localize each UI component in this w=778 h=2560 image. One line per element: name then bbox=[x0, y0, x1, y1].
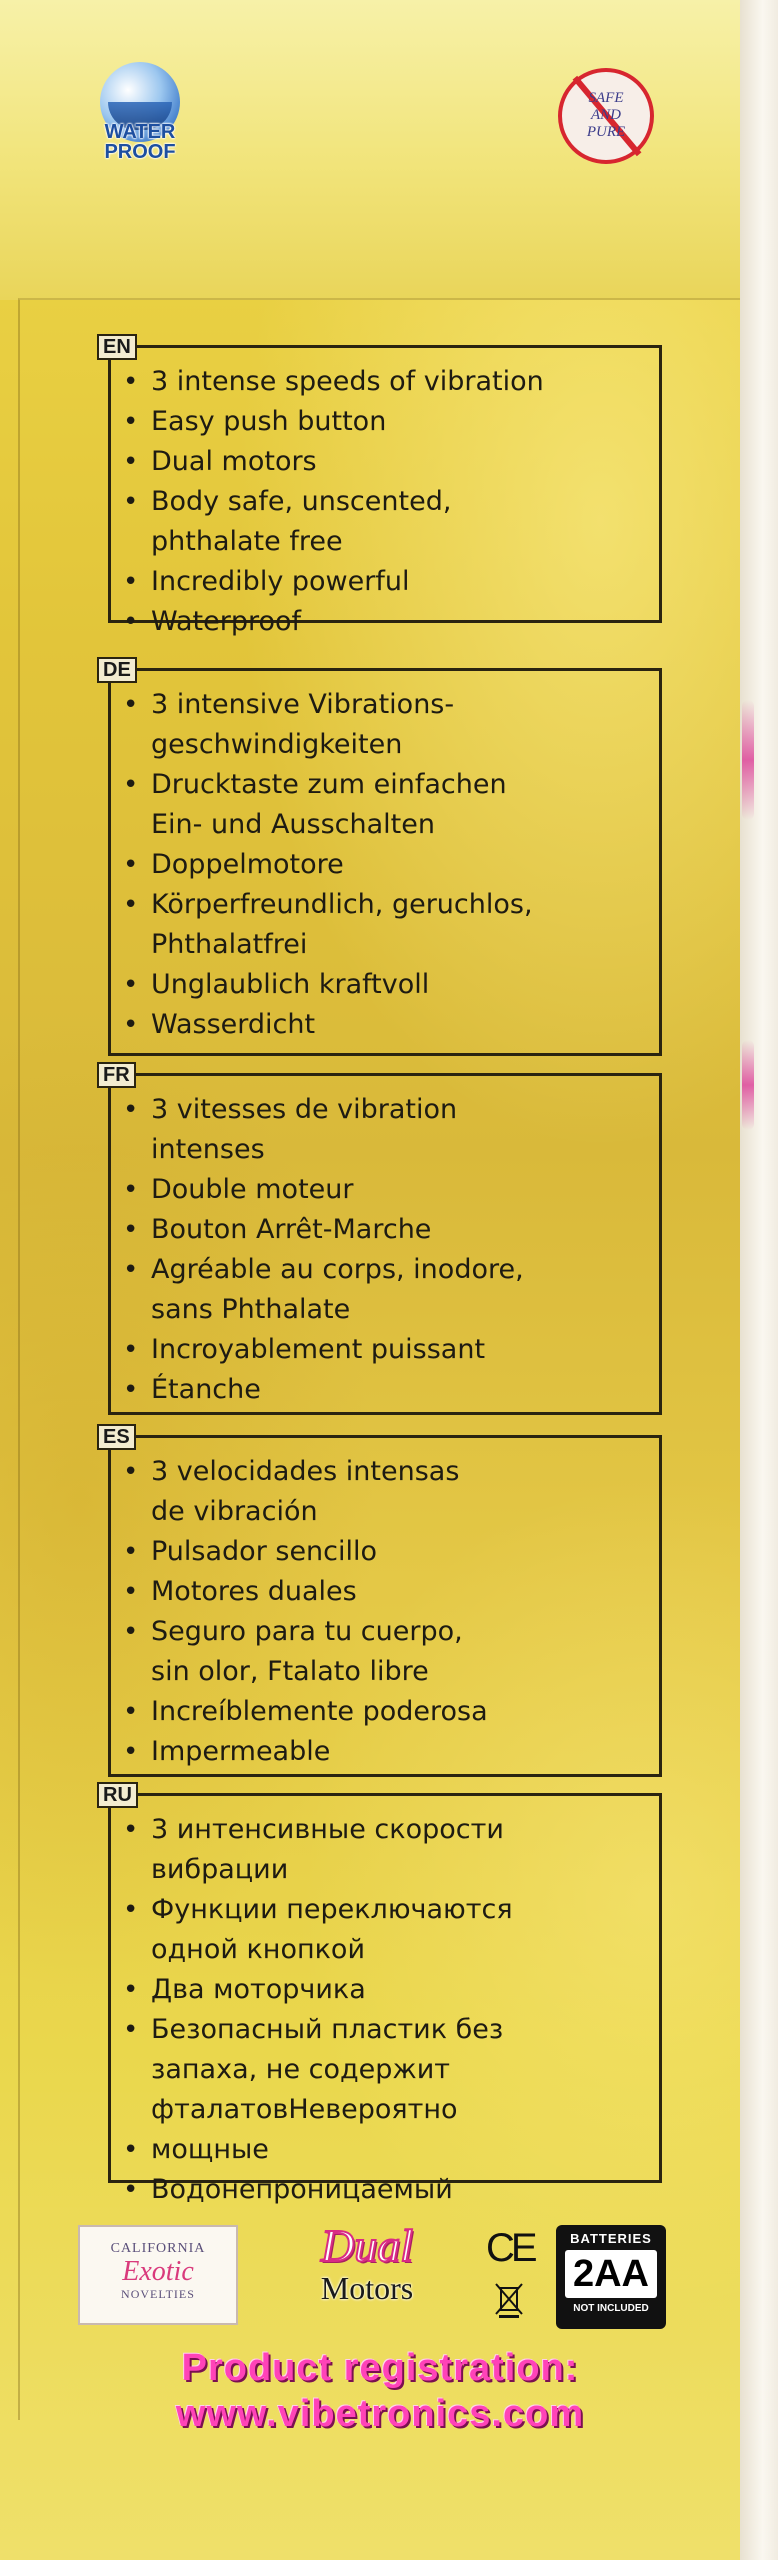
list-item: • Increíblemente poderosa bbox=[151, 1692, 649, 1732]
box-side-strip bbox=[740, 0, 778, 2560]
list-item: • Wasserdicht bbox=[151, 1005, 649, 1045]
side-pink-mark bbox=[742, 1040, 754, 1130]
brand-line-2: Exotic bbox=[122, 2256, 194, 2287]
section-fr bbox=[103, 1064, 662, 1415]
section-ru bbox=[103, 1784, 662, 2205]
feature-list bbox=[111, 1796, 659, 2210]
list-item: • 3 velocidades intensas de vibración bbox=[151, 1452, 649, 1532]
product-name-line-1: Dual bbox=[321, 2220, 413, 2271]
waterproof-badge bbox=[80, 62, 200, 172]
brand-line-3: NOVELTIES bbox=[121, 2287, 195, 2301]
list-item: • Два моторчика bbox=[151, 1970, 649, 2010]
list-item: • Unglaublich kraftvoll bbox=[151, 965, 649, 1005]
section-es bbox=[103, 1426, 662, 1777]
list-item: • Agréable au corps, inodore, sans Phthalate bbox=[151, 1250, 649, 1330]
ce-mark: CE bbox=[486, 2226, 534, 2270]
list-item: • Водонепроницаемый bbox=[151, 2170, 649, 2210]
section-label: DE bbox=[97, 657, 137, 683]
list-item: • Bouton Arrêt-Marche bbox=[151, 1210, 649, 1250]
list-item: • 3 intensive Vibrations- geschwindigkeiten bbox=[151, 685, 649, 765]
feature-list bbox=[111, 1438, 659, 1772]
list-item: • Easy push button bbox=[151, 402, 649, 442]
feature-list bbox=[111, 671, 659, 1045]
crossed-bin-icon bbox=[494, 2280, 524, 2320]
section-label: FR bbox=[97, 1062, 136, 1088]
list-item: • Body safe, unscented, phthalate free bbox=[151, 482, 649, 562]
brand-line-1: CALIFORNIA bbox=[110, 2241, 206, 2256]
side-pink-mark bbox=[742, 700, 754, 820]
feature-list bbox=[111, 1076, 659, 1410]
list-item: • Incredibly powerful bbox=[151, 562, 649, 602]
section-label: EN bbox=[97, 334, 137, 360]
batteries-badge bbox=[556, 2225, 666, 2329]
batteries-label: BATTERIES bbox=[570, 2231, 652, 2246]
list-item: • Impermeable bbox=[151, 1732, 649, 1772]
list-item: • Körperfreundlich, geruchlos, Phthalatfrei bbox=[151, 885, 649, 965]
list-item: • Dual motors bbox=[151, 442, 649, 482]
registration-line-1: Product registration: bbox=[181, 2347, 579, 2389]
product-name-line-2: Motors bbox=[320, 2270, 414, 2306]
section-de bbox=[103, 659, 662, 1056]
list-item: • 3 vitesses de vibration intenses bbox=[151, 1090, 649, 1170]
california-exotic-logo bbox=[78, 2225, 238, 2325]
list-item: • Double moteur bbox=[151, 1170, 649, 1210]
safe-and-pure-text: SAFE AND PURE bbox=[586, 90, 626, 140]
section-en bbox=[103, 336, 662, 637]
list-item: • Waterproof bbox=[151, 602, 649, 642]
feature-list bbox=[111, 348, 659, 642]
list-item: • Étanche bbox=[151, 1370, 649, 1410]
list-item: • Pulsador sencillo bbox=[151, 1532, 649, 1572]
list-item: • Incroyablement puissant bbox=[151, 1330, 649, 1370]
dual-motors-logo bbox=[282, 2222, 452, 2332]
list-item: • Функции переключаются одной кнопкой bbox=[151, 1890, 649, 1970]
batteries-value: 2AA bbox=[565, 2250, 657, 2298]
list-item: • Безопасный пластик без запаха, не содержит фталатовНевероятно bbox=[151, 2010, 649, 2130]
list-item: • 3 интенсивные скорости вибрации bbox=[151, 1810, 649, 1890]
batteries-note: NOT INCLUDED bbox=[573, 2303, 649, 2314]
list-item: • Motores duales bbox=[151, 1572, 649, 1612]
list-item: • Seguro para tu cuerpo, sin olor, Ftalato libre bbox=[151, 1612, 649, 1692]
list-item: • 3 intense speeds of vibration bbox=[151, 362, 649, 402]
waterproof-text: WATER PROOF bbox=[104, 121, 176, 163]
list-item: • Drucktaste zum einfachen Ein- und Ausschalten bbox=[151, 765, 649, 845]
registration-url: www.vibetronics.com bbox=[175, 2393, 585, 2435]
section-label: RU bbox=[97, 1782, 138, 1808]
list-item: • Doppelmotore bbox=[151, 845, 649, 885]
section-label: ES bbox=[97, 1424, 136, 1450]
safe-and-pure-badge bbox=[558, 68, 654, 164]
list-item: • мощные bbox=[151, 2130, 649, 2170]
